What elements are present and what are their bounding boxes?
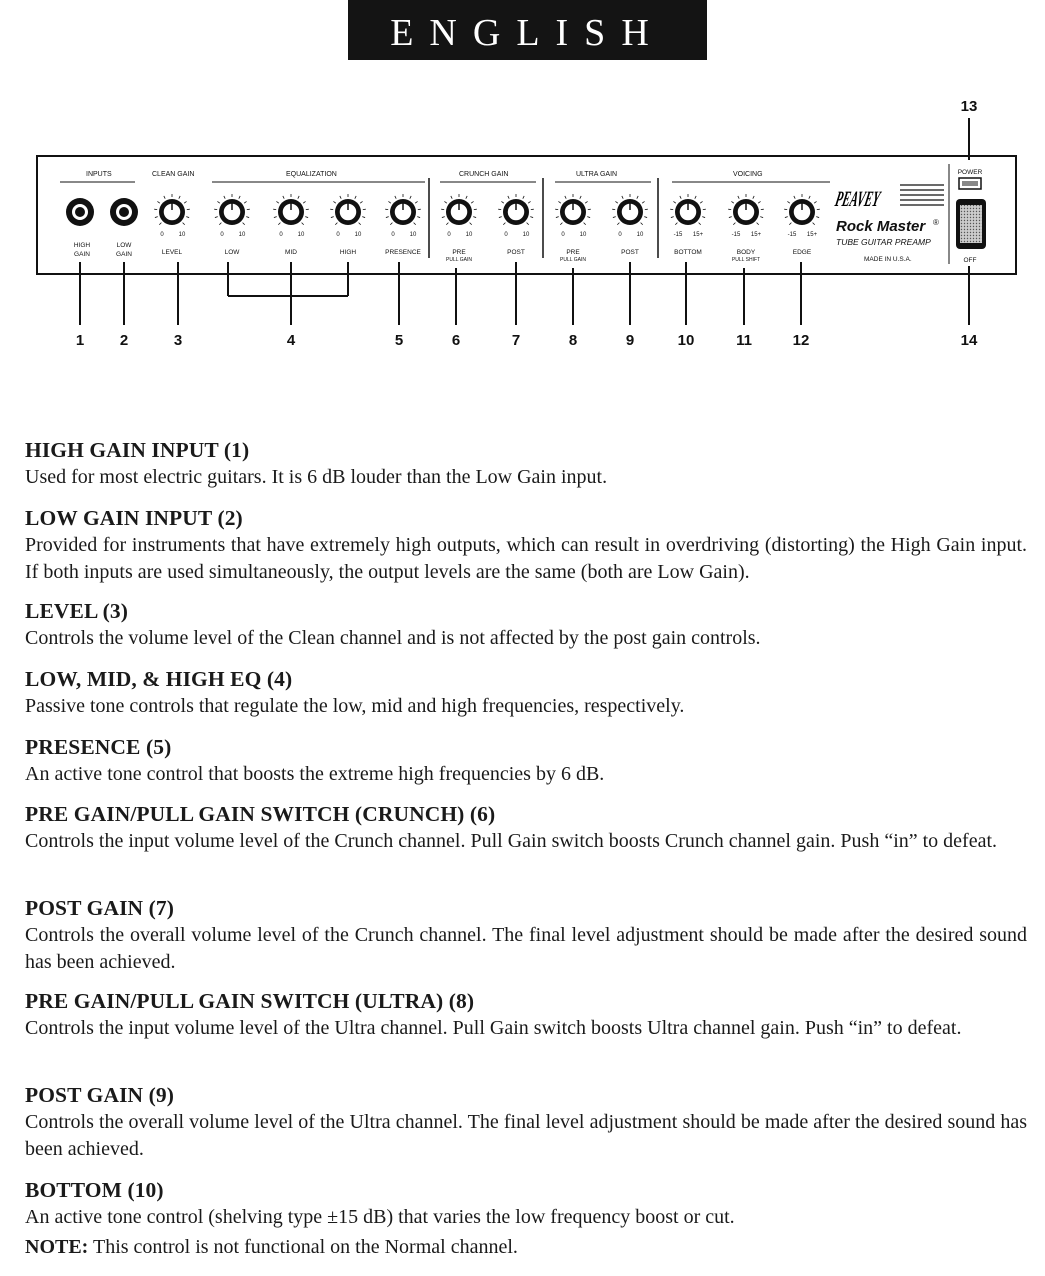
knob-scale-min: 0: [336, 232, 340, 238]
knob-scale-max: 10: [522, 232, 530, 238]
peavey-logo: PEAVEY: [833, 186, 923, 211]
knob-scale-min: 0: [447, 232, 451, 238]
clean-gain-label: CLEAN GAIN: [152, 171, 195, 178]
section-level: [25, 598, 1027, 652]
callout-14: 14: [960, 332, 978, 349]
knob-scale-max: 10: [297, 232, 305, 238]
high-gain-jack[interactable]: [66, 198, 94, 226]
knob-sublabel: PULL SHIFT: [731, 257, 761, 263]
section-title: LEVEL (3): [25, 599, 129, 623]
knob-pre-5[interactable]: [441, 194, 477, 263]
svg-text:GAIN: GAIN: [74, 251, 90, 258]
knob-label: LOW: [224, 249, 240, 256]
equalization-label: EQUALIZATION: [286, 171, 337, 178]
callout-12: 12: [792, 332, 810, 349]
callout-2: 2: [119, 332, 129, 349]
knob-label: PRESENCE: [385, 249, 421, 256]
knob-scale-min: 0: [618, 232, 622, 238]
section-title: PRE GAIN/PULL GAIN SWITCH (CRUNCH) (6): [25, 802, 496, 826]
knob-scale-min: 0: [220, 232, 224, 238]
svg-text:GAIN: GAIN: [116, 251, 132, 258]
knob-scale-max: 15+: [692, 232, 704, 238]
model-subtitle: TUBE GUITAR PREAMP: [836, 237, 931, 247]
callout-6: 6: [451, 332, 461, 349]
knob-scale-max: 10: [636, 232, 644, 238]
section-post-gain-crunch: [25, 895, 1027, 976]
section-body: Controls the input volume level of the Ultra channel. Pull Gain switch boosts Ultra channel gain. Push “in” to defeat.: [25, 1017, 962, 1039]
knob-scale-min: -15: [673, 232, 683, 238]
callout-13: 13: [960, 98, 978, 115]
knob-scale-min: 0: [279, 232, 283, 238]
knob-label: HIGH: [339, 249, 357, 256]
section-pre-gain-crunch: [25, 801, 1027, 855]
knob-presence-4[interactable]: [385, 194, 421, 256]
section-body: Controls the overall volume level of the Ultra channel. The final level adjustment should be made after the desired sound has been achieved.: [25, 1111, 1027, 1160]
callout-5: 5: [394, 332, 404, 349]
knob-pre-7[interactable]: [555, 194, 591, 263]
knob-label: BOTTOM: [674, 249, 702, 256]
section-body: Controls the input volume level of the Crunch channel. Pull Gain switch boosts Crunch channel gain. Push “in” to defeat.: [25, 830, 998, 852]
section-low-gain-input: [25, 505, 1027, 586]
voicing-label: VOICING: [733, 171, 763, 178]
knob-label: PRE: [452, 249, 466, 256]
power-label: POWER: [957, 169, 983, 176]
knob-scale-min: 0: [391, 232, 395, 238]
knob-post-8[interactable]: [612, 194, 648, 256]
crunch-gain-label: CRUNCH GAIN: [459, 171, 509, 178]
section-title: POST GAIN (9): [25, 1083, 175, 1107]
section-pre-gain-ultra: [25, 988, 1027, 1042]
knob-scale-max: 10: [354, 232, 362, 238]
knob-high-3[interactable]: [330, 194, 366, 256]
knob-scale-max: 15+: [806, 232, 818, 238]
inputs-label: INPUTS: [86, 171, 112, 178]
section-title: BOTTOM (10): [25, 1178, 164, 1202]
callout-7: 7: [511, 332, 521, 349]
knob-label: PRE: [566, 249, 580, 256]
page-title: ENGLISH: [348, 0, 707, 60]
knob-scale-max: 15+: [750, 232, 762, 238]
knob-label: POST: [507, 249, 525, 256]
callout-10: 10: [677, 332, 695, 349]
svg-text:LOW: LOW: [116, 242, 132, 249]
section-title: PRE GAIN/PULL GAIN SWITCH (ULTRA) (8): [25, 989, 475, 1013]
section-body: Controls the volume level of the Clean channel and is not affected by the post gain controls.: [25, 627, 761, 649]
knob-level-0[interactable]: [154, 194, 190, 256]
section-note: [25, 1234, 1027, 1261]
power-switch[interactable]: [956, 199, 986, 249]
knob-scale-max: 10: [178, 232, 186, 238]
knob-mid-2[interactable]: [273, 194, 309, 256]
note-label: NOTE:: [25, 1236, 89, 1258]
knob-sublabel: PULL GAIN: [560, 257, 586, 263]
section-body: Used for most electric guitars. It is 6 dB louder than the Low Gain input.: [25, 466, 608, 488]
section-body: Controls the overall volume level of the Crunch channel. The final level adjustment should be made after the desired sound has been achieved.: [25, 924, 1027, 973]
knob-scale-min: 0: [561, 232, 565, 238]
knob-scale-max: 10: [465, 232, 473, 238]
section-title: PRESENCE (5): [25, 735, 172, 759]
low-gain-jack[interactable]: [110, 198, 138, 226]
section-high-gain-input: [25, 437, 1027, 491]
off-label: OFF: [963, 257, 977, 264]
callout-3: 3: [173, 332, 183, 349]
knob-scale-min: 0: [504, 232, 508, 238]
knob-body-10[interactable]: [728, 194, 764, 263]
knob-label: BODY: [736, 249, 756, 256]
knob-scale-max: 10: [409, 232, 417, 238]
knob-edge-11[interactable]: [784, 194, 820, 256]
knob-sublabel: PULL GAIN: [446, 257, 472, 263]
callout-9: 9: [625, 332, 635, 349]
knob-scale-min: -15: [787, 232, 797, 238]
section-post-gain-ultra: [25, 1082, 1027, 1163]
knob-scale-min: -15: [731, 232, 741, 238]
knob-bottom-9[interactable]: [670, 194, 706, 256]
callout-8: 8: [568, 332, 578, 349]
knob-scale-max: 10: [238, 232, 246, 238]
callout-4: 4: [286, 332, 296, 349]
section-eq: [25, 666, 1027, 720]
section-body: An active tone control (shelving type ±15 dB) that varies the low frequency boost or cut.: [25, 1206, 735, 1228]
section-title: LOW, MID, & HIGH EQ (4): [25, 667, 293, 691]
section-title: HIGH GAIN INPUT (1): [25, 438, 250, 462]
model-name: Rock Master: [836, 218, 926, 235]
section-body: Passive tone controls that regulate the low, mid and high frequencies, respectively.: [25, 695, 685, 717]
section-bottom: [25, 1177, 1027, 1261]
knob-label: LEVEL: [161, 249, 183, 256]
knob-label: MID: [285, 249, 297, 256]
front-panel-diagram: [0, 90, 1045, 360]
knob-low-1[interactable]: [214, 194, 250, 256]
section-body: An active tone control that boosts the extreme high frequencies by 6 dB.: [25, 763, 605, 785]
section-body: Provided for instruments that have extremely high outputs, which can result in overdriving (distorting) the High Gain input. If both inputs are used simultaneously, the output levels are the same (both are Low Gain).: [25, 534, 1027, 583]
knob-scale-max: 10: [579, 232, 587, 238]
model-mark: ®: [933, 218, 939, 227]
note-text: This control is not functional on the Normal channel.: [92, 1236, 518, 1258]
callout-1: 1: [75, 332, 85, 349]
made-in-label: MADE IN U.S.A.: [864, 256, 912, 263]
callout-11: 11: [736, 332, 752, 349]
section-title: LOW GAIN INPUT (2): [25, 506, 243, 530]
svg-text:HIGH: HIGH: [73, 242, 91, 249]
knob-label: EDGE: [792, 249, 812, 256]
knob-scale-min: 0: [160, 232, 164, 238]
section-presence: [25, 734, 1027, 788]
knob-post-6[interactable]: [498, 194, 534, 256]
section-title: POST GAIN (7): [25, 896, 175, 920]
knob-label: POST: [621, 249, 639, 256]
ultra-gain-label: ULTRA GAIN: [576, 171, 618, 178]
